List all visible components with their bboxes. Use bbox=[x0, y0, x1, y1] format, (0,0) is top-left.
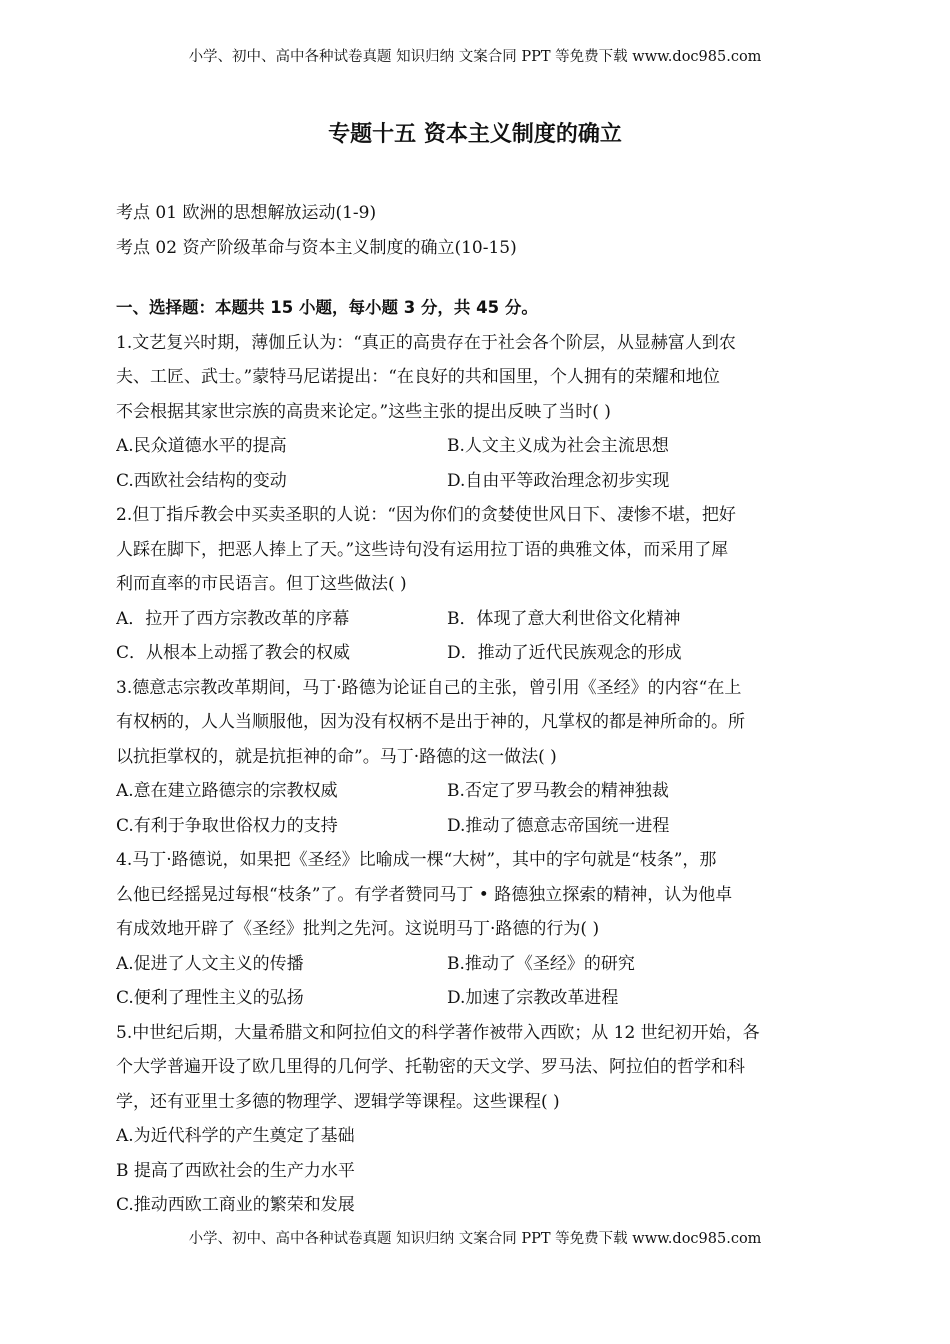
question-stem-line: 个大学普遍开设了欧几里得的几何学、托勒密的天文学、罗马法、阿拉伯的哲学和科 bbox=[116, 1057, 745, 1077]
question-stem-line: 以抗拒掌权的，就是抗拒神的命”。马丁·路德的这一做法( ) bbox=[116, 746, 557, 767]
question-stem-line: 利而直率的市民语言。但丁这些做法( ) bbox=[116, 574, 407, 594]
question-stem-line: 有权柄的，人人当顺服他，因为没有权柄不是出于神的，凡掌权的都是神所命的。所 bbox=[116, 712, 745, 732]
footer-banner: 小学、初中、高中各种试卷真题 知识归纳 文案合同 PPT 等免费下载 www.doc985.com bbox=[188, 1231, 762, 1247]
kaodian-item: 考点 01 欧洲的思想解放运动(1-9) bbox=[116, 203, 377, 223]
kaodian-item: 考点 02 资产阶级革命与资本主义制度的确立(10-15) bbox=[116, 237, 517, 258]
options-row bbox=[116, 464, 830, 499]
question-stem-line: 不会根据其家世宗族的高贵来论定。”这些主张的提出反映了当时( ) bbox=[116, 401, 611, 422]
question-stem-line: 1.文艺复兴时期，薄伽丘认为：“真正的高贵存在于社会各个阶层，从显赫富人到农 bbox=[116, 332, 736, 353]
options-row bbox=[116, 774, 830, 809]
section-heading: 一、选择题：本题共 15 小题，每小题 3 分，共 45 分。 bbox=[116, 298, 538, 317]
question-stem-line: 学，还有亚里士多德的物理学、逻辑学等课程。这些课程( ) bbox=[116, 1091, 560, 1112]
question-stem-line: 有成效地开辟了《圣经》批判之先河。这说明马丁·路德的行为( ) bbox=[116, 919, 600, 939]
option-a: A.意在建立路德宗的宗教权威 bbox=[116, 781, 338, 801]
option-d: D．推动了近代民族观念的形成 bbox=[447, 643, 682, 663]
option-b: B．体现了意大利世俗文化精神 bbox=[447, 608, 681, 629]
question-stem-line: 3.德意志宗教改革期间，马丁·路德为论证自己的主张，曾引用《圣经》的内容“在上 bbox=[116, 677, 742, 698]
question-stem-line: 5.中世纪后期，大量希腊文和阿拉伯文的科学著作被带入西欧；从 12 世纪初开始，各 bbox=[116, 1022, 760, 1043]
option-b: B.否定了罗马教会的精神独裁 bbox=[447, 781, 669, 801]
option-c: C.推动西欧工商业的繁荣和发展 bbox=[116, 1195, 355, 1215]
option-d: D.自由平等政治理念初步实现 bbox=[447, 470, 670, 491]
option-c: C.有利于争取世俗权力的支持 bbox=[116, 815, 338, 836]
option-d: D.推动了德意志帝国统一进程 bbox=[447, 815, 670, 836]
options-row bbox=[116, 636, 830, 671]
header-banner: 小学、初中、高中各种试卷真题 知识归纳 文案合同 PPT 等免费下载 www.doc985.com bbox=[188, 49, 762, 65]
question-stem-line: 4.马丁·路德说，如果把《圣经》比喻成一棵“大树”，其中的字句就是“枝条”，那 bbox=[116, 850, 717, 870]
question-5 bbox=[116, 1016, 830, 1223]
option-a: A．拉开了西方宗教改革的序幕 bbox=[116, 608, 350, 629]
document-body bbox=[116, 196, 830, 1223]
question-stem-line: 么他已经摇晃过每根“枝条”了。有学者赞同马丁 • 路德独立探索的精神，认为他卓 bbox=[116, 884, 733, 905]
question-2 bbox=[116, 498, 830, 671]
options-row bbox=[116, 429, 830, 464]
option-c: C.西欧社会结构的变动 bbox=[116, 470, 287, 491]
options-row bbox=[116, 947, 830, 982]
kaodian-list bbox=[116, 196, 830, 265]
option-b: B.推动了《圣经》的研究 bbox=[447, 953, 635, 974]
question-stem-line: 夫、工匠、武士。”蒙特马尼诺提出：“在良好的共和国里，个人拥有的荣耀和地位 bbox=[116, 367, 720, 387]
option-b: B.人文主义成为社会主流思想 bbox=[447, 436, 669, 456]
document-title: 专题十五 资本主义制度的确立 bbox=[328, 122, 622, 147]
question-stem-line: 人踩在脚下，把恶人捧上了天。”这些诗句没有运用拉丁语的典雅文体，而采用了犀 bbox=[116, 539, 729, 560]
question-4 bbox=[116, 843, 830, 1016]
options-row bbox=[116, 809, 830, 844]
question-3 bbox=[116, 671, 830, 844]
option-a: A.促进了人文主义的传播 bbox=[116, 953, 304, 974]
option-a: A.民众道德水平的提高 bbox=[116, 436, 287, 456]
question-1 bbox=[116, 326, 830, 499]
options-row bbox=[116, 981, 830, 1016]
option-b: B 提高了西欧社会的生产力水平 bbox=[116, 1160, 355, 1181]
option-d: D.加速了宗教改革进程 bbox=[447, 988, 619, 1008]
question-stem-line: 2.但丁指斥教会中买卖圣职的人说：“因为你们的贪婪使世风日下、凄惨不堪，把好 bbox=[116, 505, 736, 525]
options-row bbox=[116, 602, 830, 637]
option-c: C．从根本上动摇了教会的权威 bbox=[116, 643, 351, 663]
option-a: A.为近代科学的产生奠定了基础 bbox=[116, 1126, 355, 1146]
option-c: C.便利了理性主义的弘扬 bbox=[116, 988, 304, 1008]
